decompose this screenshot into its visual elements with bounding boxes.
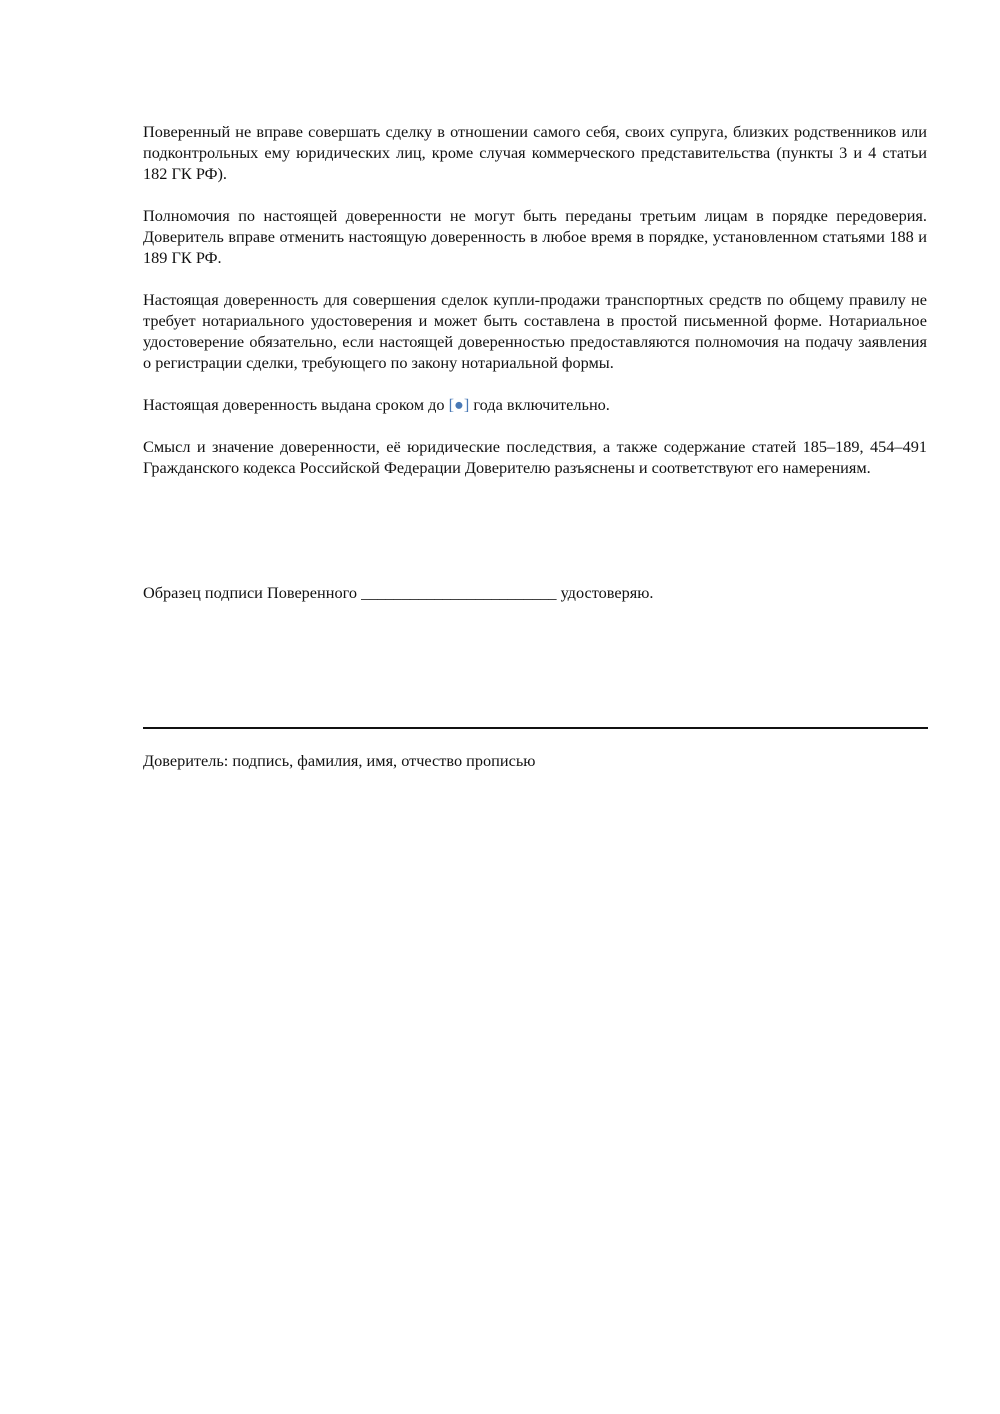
term-date-placeholder: [●] — [448, 395, 470, 414]
paragraph-explanation: Смысл и значение доверенности, её юридические последствия, а также содержание статей 185–189, 454–491 Гражданского кодекса Российской Федерации Доверителю разъяснены и соответствуют его намерениям. — [143, 437, 927, 477]
paragraph-self-dealing: Поверенный не вправе совершать сделку в отношении самого себя, своих супруга, близких родственников или подконтрольных ему юридических лиц, кроме случая коммерческого представительства (пункты 3 и 4 статьи 182 ГК РФ). — [143, 122, 927, 183]
document-body — [143, 121, 927, 499]
principal-signature-line — [143, 727, 928, 729]
term-text-after: года включительно. — [469, 395, 610, 414]
paragraph-subdelegation: Полномочия по настоящей доверенности не могут быть переданы третьим лицам в порядке передоверия. Доверитель вправе отменить настоящую доверенность в любое время в порядке, установленном статьями 188 и 189 ГК РФ. — [143, 206, 927, 267]
signature-sample-blank: ________________________ — [361, 583, 557, 602]
paragraph-term — [143, 394, 927, 415]
signature-sample-label: Образец подписи Поверенного — [143, 583, 358, 602]
principal-signature-caption: Доверитель: подпись, фамилия, имя, отчество прописью — [143, 751, 536, 770]
signature-sample-line — [143, 582, 927, 603]
term-text-before: Настоящая доверенность выдана сроком до — [143, 395, 449, 414]
signature-sample-suffix: удостоверяю. — [560, 583, 654, 602]
paragraph-notarization: Настоящая доверенность для совершения сделок купли-продажи транспортных средств по общему правилу не требует нотариального удостоверения и может быть составлена в простой письменной форме. Нотариальное удостоверение обязательно, если настоящей доверенностью предоставляются полномочия на подачу заявления о регистрации сделки, требующего по закону нотариальной формы. — [143, 290, 927, 372]
